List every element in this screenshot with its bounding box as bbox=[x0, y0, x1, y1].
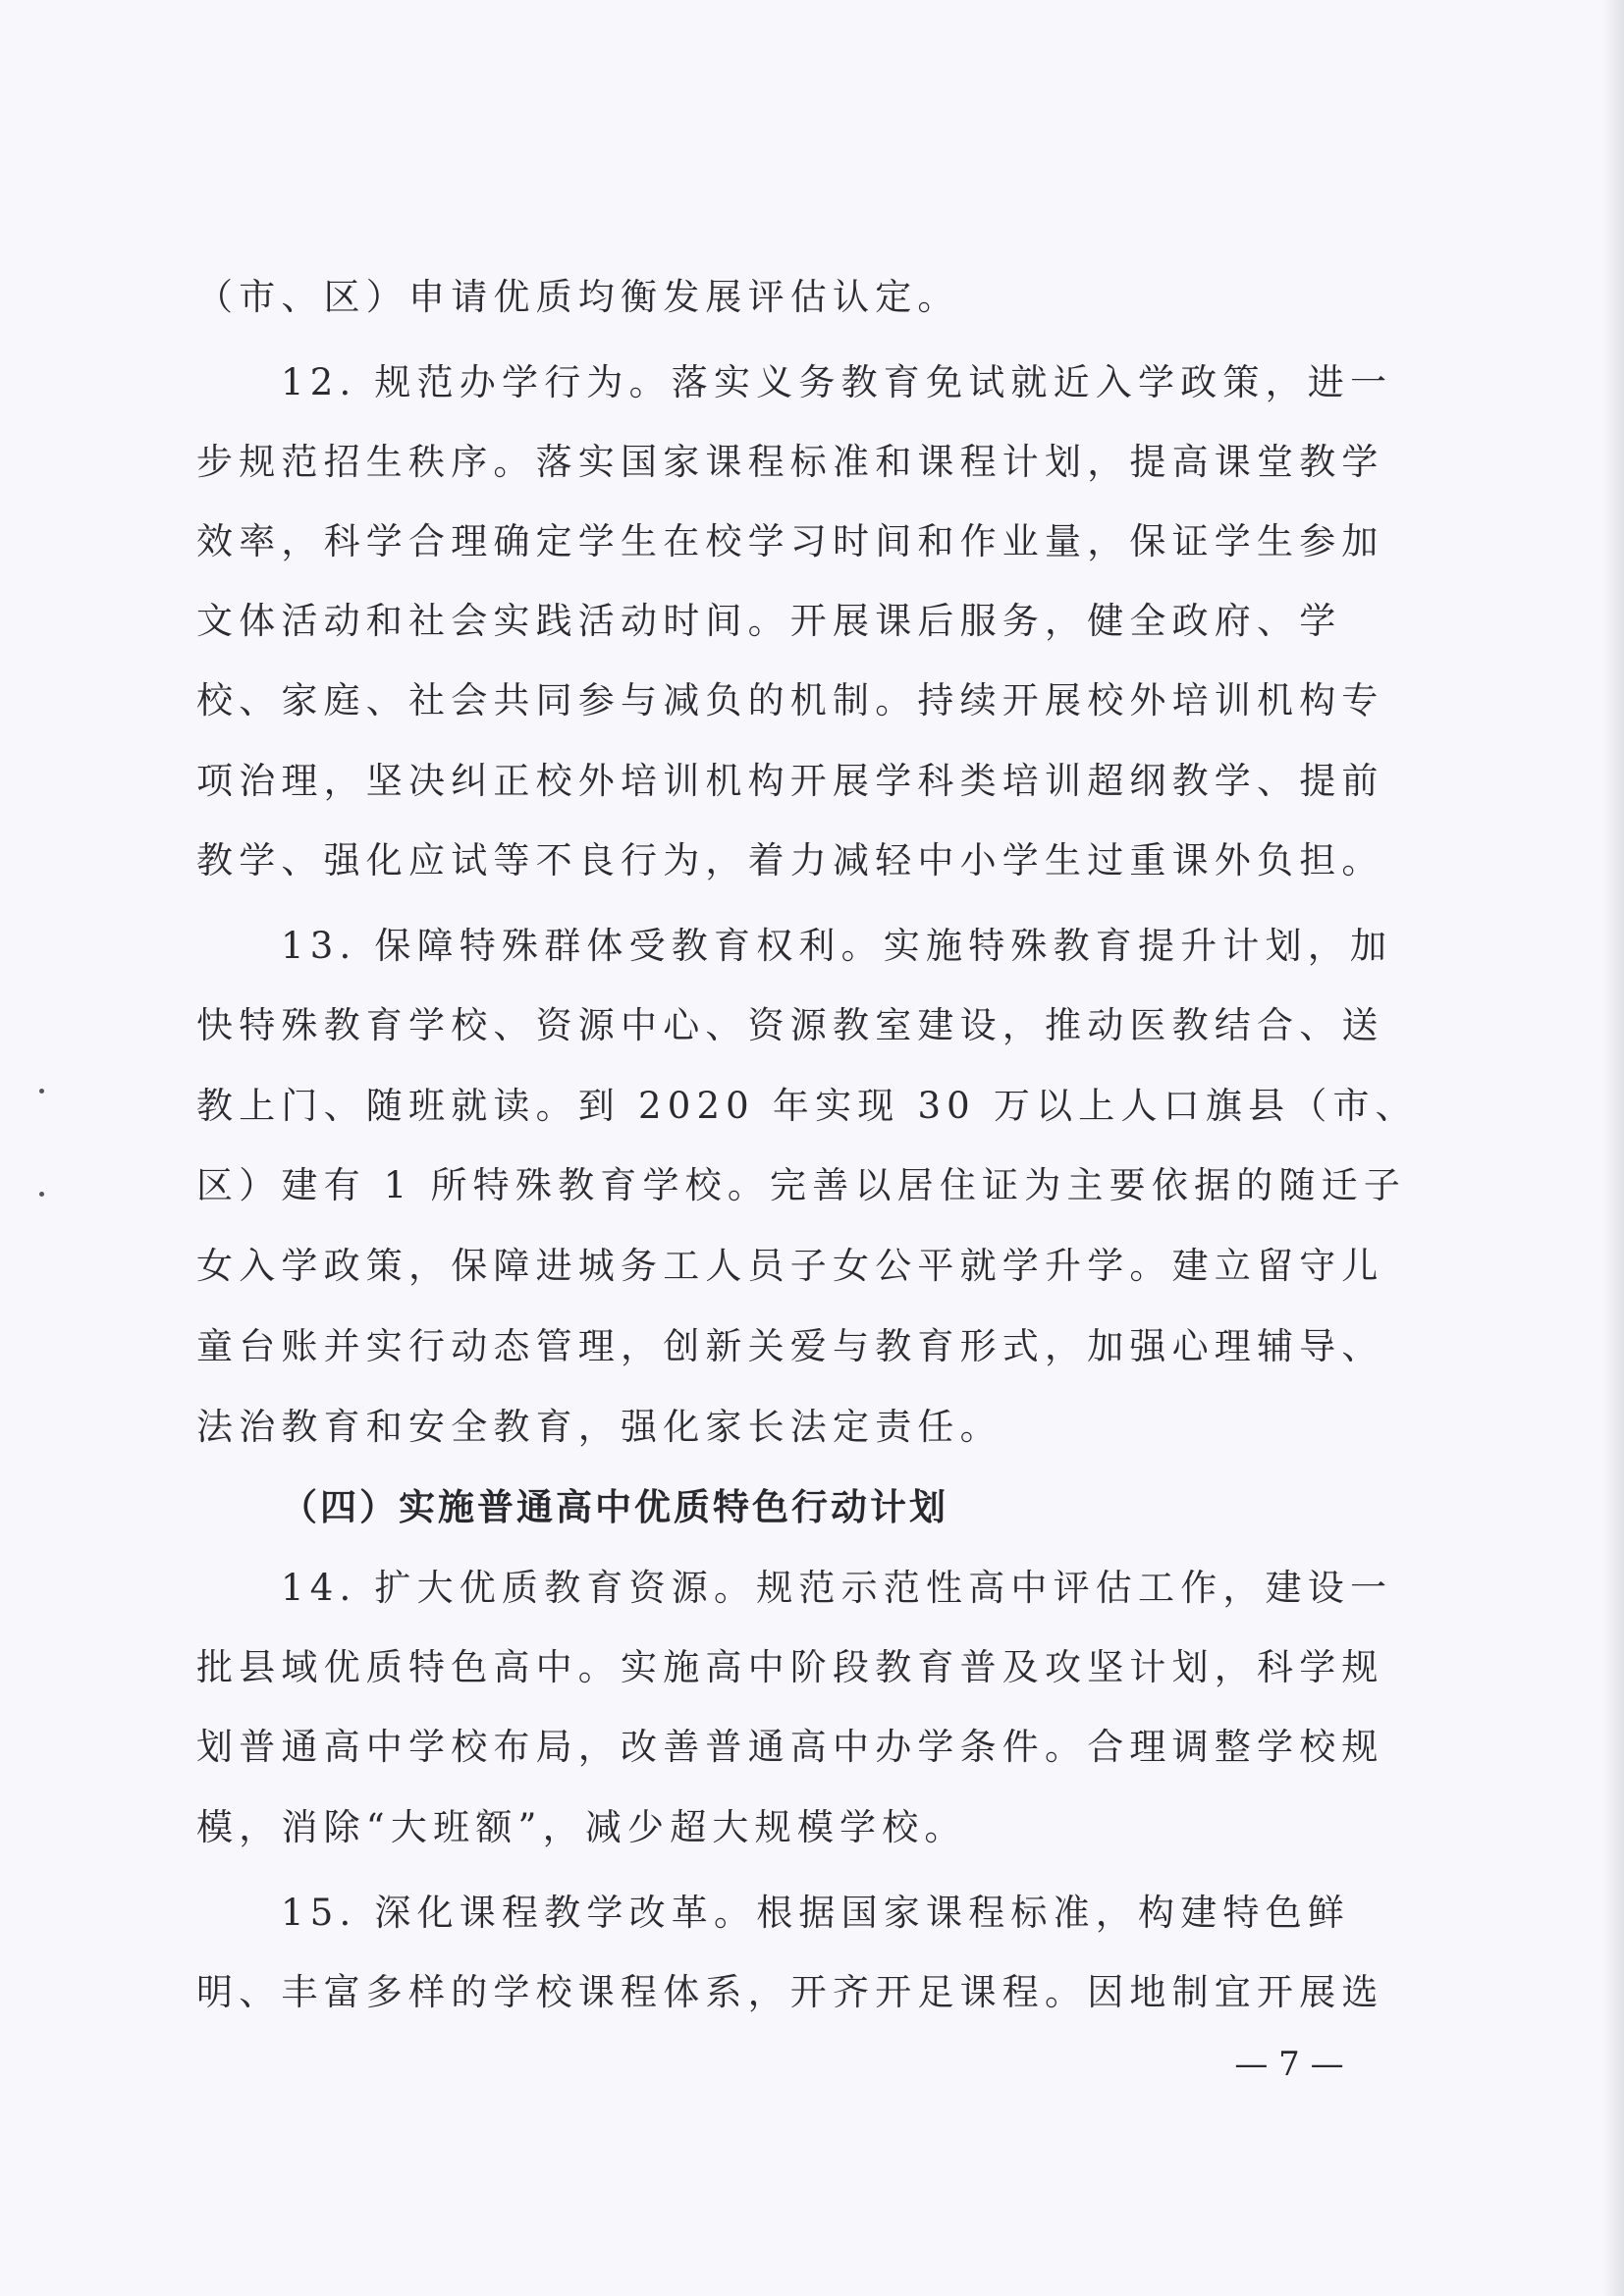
text-line-13: 女入学政策，保障进城务工人员子女公平就学升学。建立留守儿 bbox=[196, 1245, 1384, 1287]
text-line-5: 文体活动和社会实践活动时间。开展课后服务，健全政府、学 bbox=[196, 600, 1342, 642]
text-line-9: 13. 保障特殊群体受教育权利。实施特殊教育提升计划，加 bbox=[281, 925, 1393, 967]
text-line-21: 15. 深化课程教学改革。根据国家课程标准，构建特色鲜 bbox=[281, 1892, 1351, 1934]
text-line-22: 明、丰富多样的学校课程体系，开齐开足课程。因地制宜开展选 bbox=[196, 1971, 1384, 2013]
text-line-1: （市、区）申请优质均衡发展评估认定。 bbox=[196, 276, 960, 318]
text-line-8: 教学、强化应试等不良行为，着力减轻中小学生过重课外负担。 bbox=[196, 839, 1384, 881]
text-line-3: 步规范招生秩序。落实国家课程标准和课程计划，提高课堂教学 bbox=[196, 441, 1384, 483]
text-line-4: 效率，科学合理确定学生在校学习时间和作业量，保证学生参加 bbox=[196, 520, 1384, 562]
text-line-6: 校、家庭、社会共同参与减负的机制。持续开展校外培训机构专 bbox=[196, 679, 1384, 721]
text-line-20: 模，消除“大班额”，减少超大规模学校。 bbox=[196, 1806, 967, 1848]
text-line-11: 教上门、随班就读。到 2020 年实现 30 万以上人口旗县（市、 bbox=[196, 1085, 1418, 1127]
text-line-19: 划普通高中学校布局，改善普通高中办学条件。合理调整学校规 bbox=[196, 1726, 1384, 1768]
text-line-14: 童台账并实行动态管理，创新关爱与教育形式，加强心理辅导、 bbox=[196, 1325, 1384, 1367]
text-line-15: 法治教育和安全教育，强化家长法定责任。 bbox=[196, 1406, 1002, 1448]
text-line-17: 14. 扩大优质教育资源。规范示范性高中评估工作，建设一 bbox=[281, 1567, 1393, 1609]
text-line-18: 批县域优质特色高中。实施高中阶段教育普及攻坚计划，科学规 bbox=[196, 1646, 1384, 1688]
text-line-2: 12. 规范办学行为。落实义务教育免试就近入学政策，进一 bbox=[281, 361, 1393, 403]
text-line-7: 项治理，坚决纠正校外培训机构开展学科类培训超纲教学、提前 bbox=[196, 760, 1384, 802]
scan-speck bbox=[39, 1089, 44, 1094]
scan-edge-shadow bbox=[1602, 0, 1624, 2296]
page-number: — 7 — bbox=[1234, 2045, 1344, 2084]
text-line-10: 快特殊教育学校、资源中心、资源教室建设，推动医教结合、送 bbox=[196, 1004, 1384, 1046]
text-line-12: 区）建有 1 所特殊教育学校。完善以居住证为主要依据的随迁子 bbox=[196, 1164, 1407, 1206]
section-heading: （四）实施普通高中优质特色行动计划 bbox=[281, 1486, 948, 1528]
scan-speck bbox=[39, 1192, 44, 1197]
